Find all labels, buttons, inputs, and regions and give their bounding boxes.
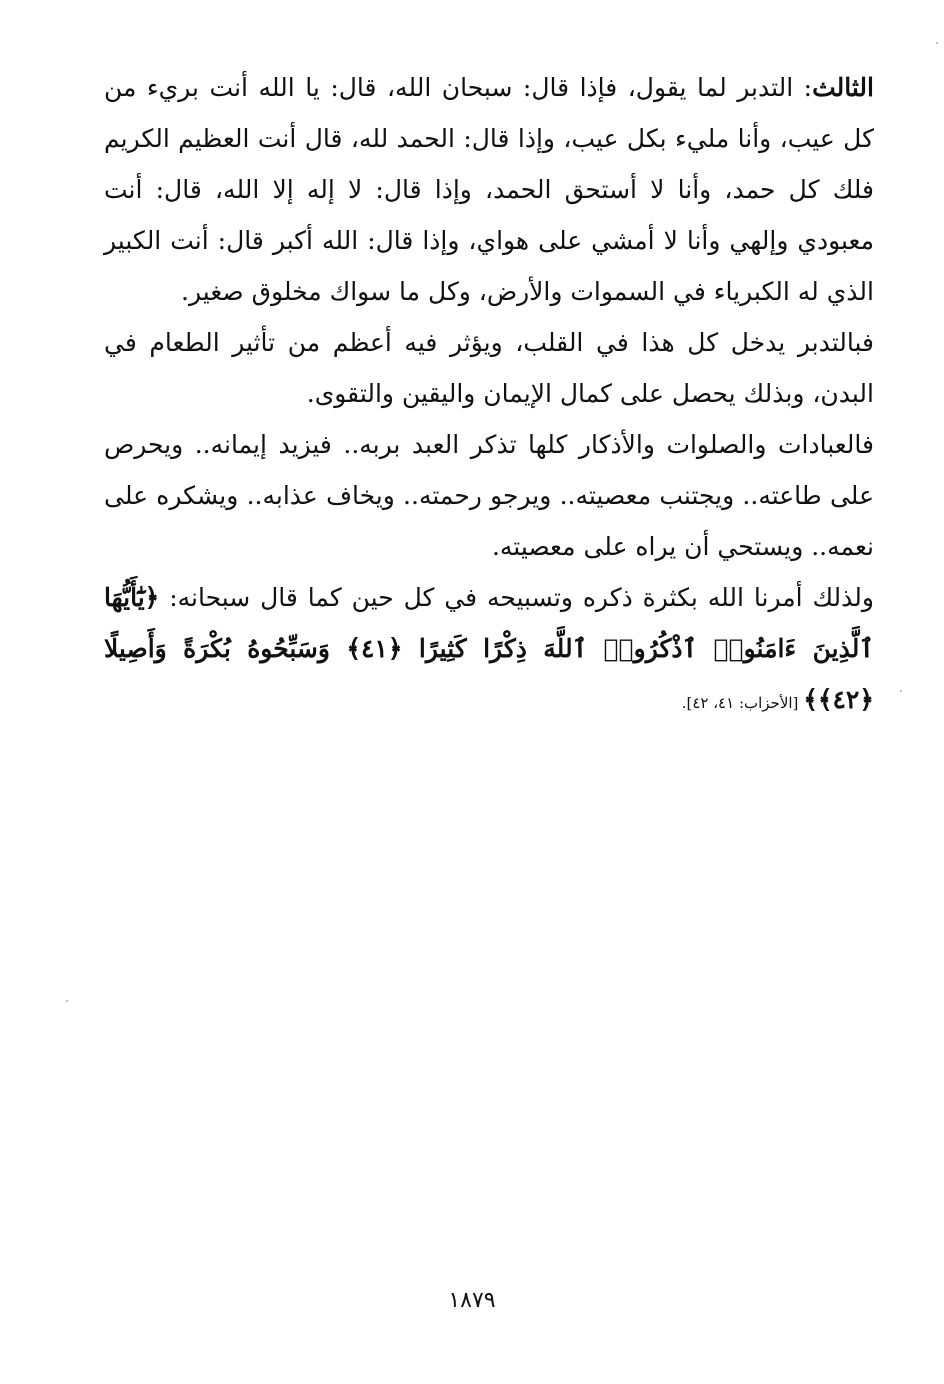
paragraph-lead: الثالث	[812, 73, 874, 102]
paragraph-text: : التدبر لما يقول، فإذا قال: سبحان الله، قال: يا الله أنت بريء من كل عيب، وأنا مليء بكل عيب، وإذا قال: الحمد لله، قال أنت العظيم الكريم فلك كل حمد، وأنا لا أستحق الحمد، وإذا قال: لا إله إلا الله، قال: أنت معبودي وإلهي وأنا لا أمشي على هواي، وإذا قال: الله أكبر قال: أنت الكبير الذي له الكبرياء في السموات والأرض، وكل ما سواك مخلوق صغير.	[104, 73, 874, 306]
paragraph-text: فالعبادات والصلوات والأذكار كلها تذكر العبد بربه.. فيزيد إيمانه.. ويحرص على طاعته.. ويجتنب معصيته.. ويرجو رحمته.. ويخاف عذابه.. ويشكره على نعمه.. ويستحي أن يراه على معصيته.	[104, 430, 874, 561]
scan-speck	[900, 690, 902, 692]
scan-speck	[66, 1000, 68, 1002]
page-body	[104, 62, 874, 729]
paragraph-4	[104, 572, 874, 729]
page-number: ١٨٧٩	[448, 1288, 496, 1313]
paragraph-3	[104, 419, 874, 572]
quran-verse: ﴿يَٰٓأَيُّهَا ٱلَّذِينَ ءَامَنُوا۟ ٱذْكُرُوا۟ ٱللَّهَ ذِكْرًا كَثِيرًا ﴿٤١﴾ وَسَبِّحُوهُ بُكْرَةً وَأَصِيلًا ﴿٤٢﴾﴾	[104, 583, 874, 714]
scan-speck	[936, 42, 938, 44]
paragraph-text: ولذلك أمرنا الله بكثرة ذكره وتسبيحه في كل حين كما قال سبحانه:	[159, 583, 874, 612]
paragraph-2	[104, 317, 874, 419]
paragraph-1	[104, 62, 874, 317]
paragraph-text: فبالتدبر يدخل كل هذا في القلب، ويؤثر فيه أعظم من تأثير الطعام في البدن، وبذلك يحصل على كمال الإيمان واليقين والتقوى.	[104, 328, 874, 408]
verse-reference: [الأحزاب: ٤١، ٤٢].	[681, 694, 804, 712]
